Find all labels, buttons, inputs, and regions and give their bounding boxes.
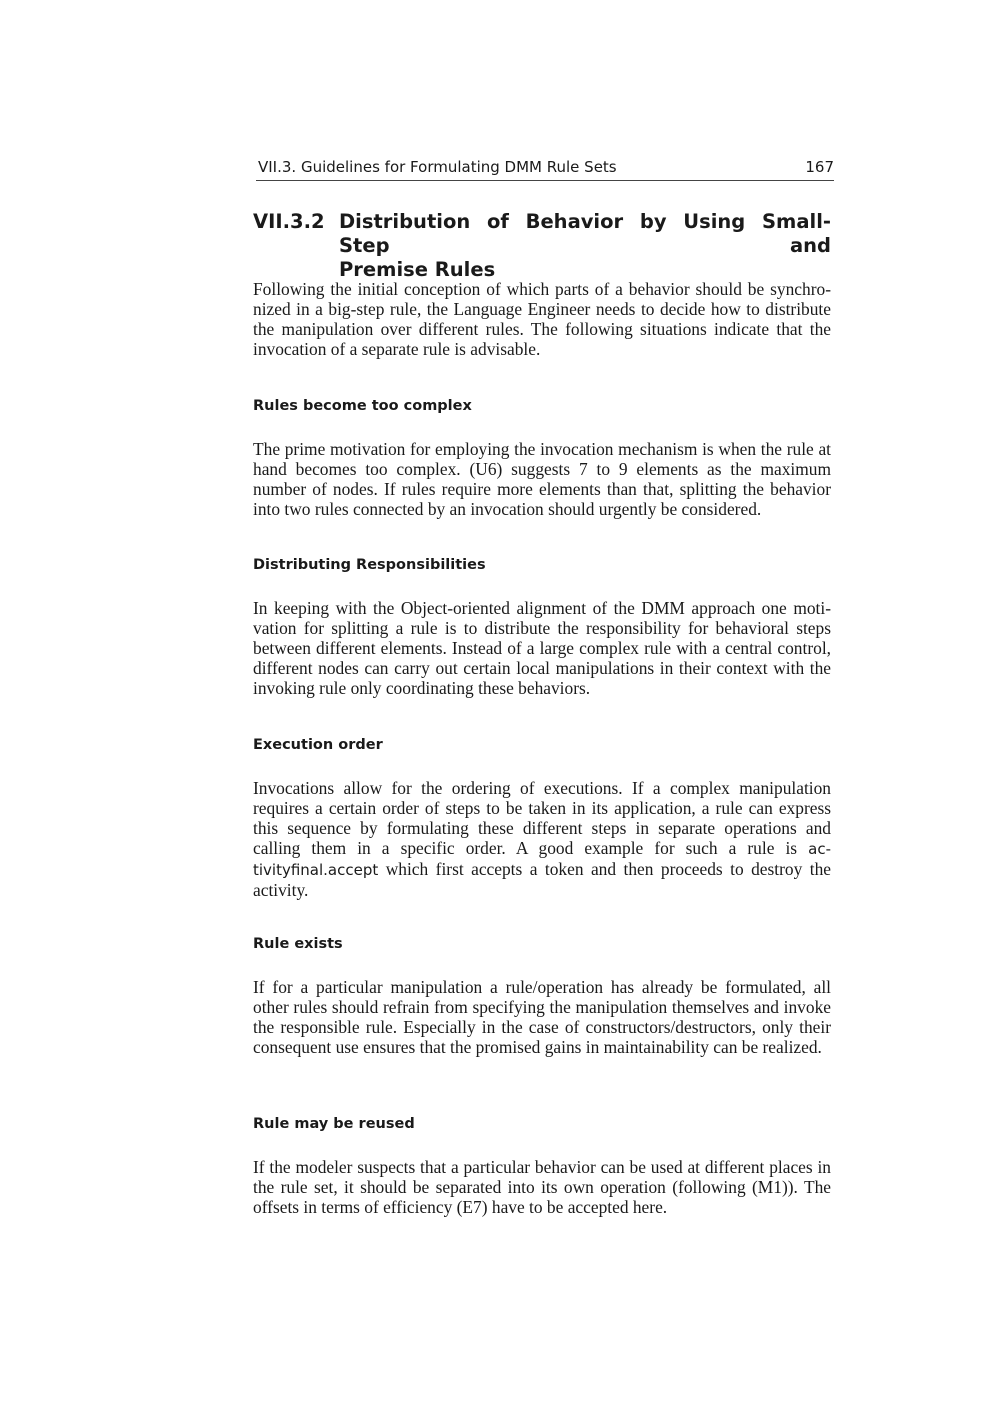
- subsection-paragraph: If the modeler suspects that a particular behavior can be used at different places in the rule set, it should be separated into its own operation (following (M1)). The offsets in terms of efficiency (E7) have to be accepted here.: [253, 1157, 831, 1217]
- subsection-paragraph: If for a particular manipulation a rule/operation has already be formulated, all other rules should refrain from specifying the manipulation themselves and invoke the responsible rule. Especially in the case of constructors/destructors, only their consequent use ensures that the promised gains in maintainability can be realized.: [253, 977, 831, 1057]
- rule-name-code: activityfinal.accept: [253, 840, 831, 879]
- section-title-line2: Premise Rules: [339, 258, 496, 281]
- subsection-paragraph: [253, 778, 831, 900]
- paragraph-text: Invocations allow for the ordering of executions. If a complex manipulation requires a certain order of steps to be taken in its application, a rule can express this sequence by formulating these different steps in separate operations and calling them in a specific order. A good example for such a rule is: [253, 778, 831, 858]
- paragraph-text: which first accepts a token and then proceeds to destroy the activity.: [253, 859, 831, 900]
- section-number: VII.3.2: [253, 210, 325, 233]
- subsection-heading: Rule exists: [253, 936, 343, 952]
- running-header: [256, 158, 834, 181]
- subsection-paragraph: In keeping with the Object-oriented alignment of the DMM approach one motivation for splitting a rule is to distribute the responsibility for behavioral steps between different elements. Instead of a large complex rule with a central control, different nodes can carry out certain local manipulations in their context with the invoking rule only coordinating these behaviors.: [253, 598, 831, 698]
- running-title: VII.3. Guidelines for Formulating DMM Rule Sets: [258, 158, 617, 176]
- subsection-heading: Execution order: [253, 737, 383, 753]
- subsection-heading: Distributing Responsibilities: [253, 557, 486, 573]
- subsection-paragraph: The prime motivation for employing the invocation mechanism is when the rule at hand becomes too complex. (U6) suggests 7 to 9 elements as the maximum number of nodes. If rules require more elements than that, splitting the behavior into two rules connected by an invocation should urgently be considered.: [253, 439, 831, 519]
- subsection-heading: Rules become too complex: [253, 398, 472, 414]
- intro-paragraph: Following the initial conception of which parts of a behavior should be synchronized in a big-step rule, the Language Engineer needs to decide how to distribute the manipulation over different rules. The following situations indicate that the invocation of a separate rule is advisable.: [253, 279, 831, 359]
- section-title: [339, 210, 831, 282]
- section-title-line1: Distribution of Behavior by Using Small-Step and: [339, 210, 831, 257]
- page-number: 167: [805, 158, 834, 176]
- subsection-heading: Rule may be reused: [253, 1116, 415, 1132]
